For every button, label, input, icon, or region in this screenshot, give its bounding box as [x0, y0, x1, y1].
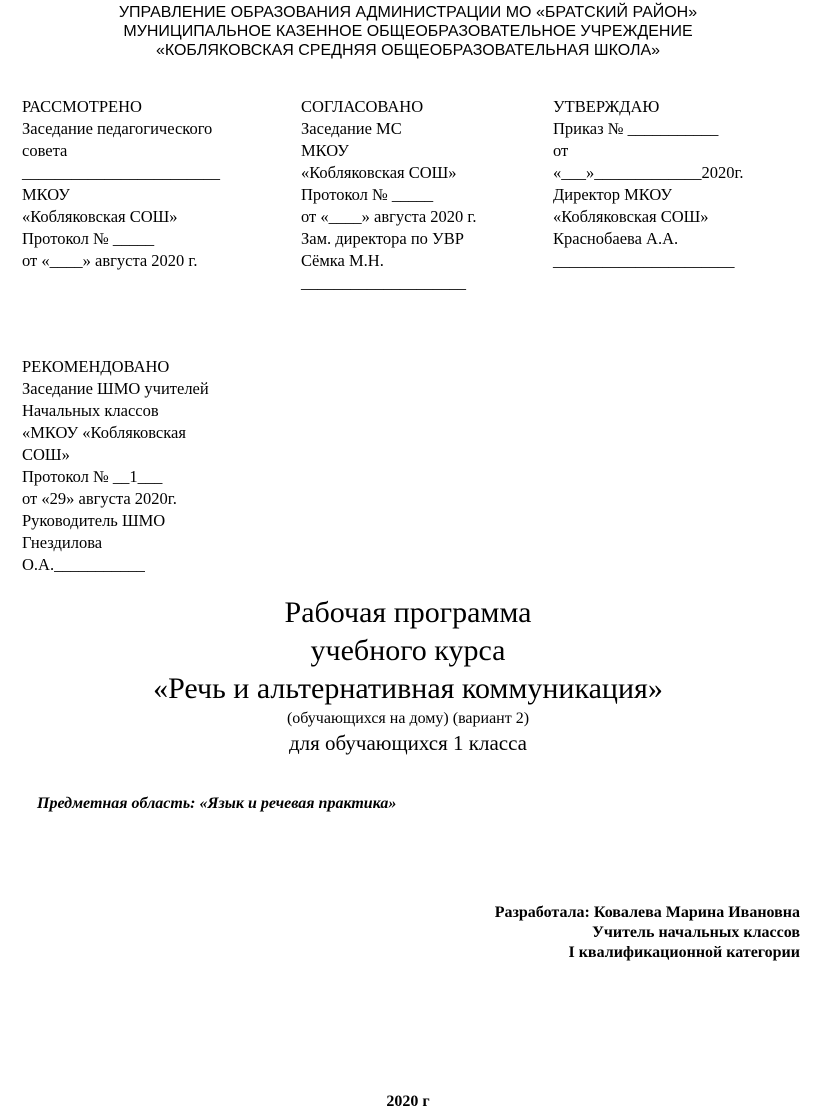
reviewed-line: ________________________ — [22, 163, 220, 182]
agreed-line: Протокол № _____ — [301, 185, 434, 204]
reviewed-line: Заседание педагогического — [22, 119, 213, 138]
agreed-line: Заседание МС — [301, 119, 402, 138]
agreed-line: МКОУ — [301, 141, 349, 160]
program-title-line-2: учебного курса — [310, 634, 506, 667]
agreed-title: СОГЛАСОВАНО — [301, 97, 424, 116]
program-title-line-1: Рабочая программа — [284, 596, 532, 629]
agreed-line: Зам. директора по УВР — [301, 229, 464, 248]
author-name: Разработала: Ковалева Марина Ивановна — [494, 904, 800, 921]
document-year: 2020 г — [386, 1093, 430, 1110]
approved-line: от — [553, 141, 569, 160]
recommended-line: Руководитель ШМО — [22, 511, 166, 530]
author-category: I квалификационной категории — [568, 944, 800, 961]
approved-line: «Кобляковская СОШ» — [553, 207, 709, 226]
recommended-line: Начальных классов — [22, 401, 159, 420]
approved-title: УТВЕРЖДАЮ — [553, 97, 660, 116]
reviewed-line: «Кобляковская СОШ» — [22, 207, 178, 226]
recommended-line: «МКОУ «Кобляковская — [22, 423, 186, 442]
reviewed-block — [22, 96, 220, 272]
reviewed-line: от «____» августа 2020 г. — [22, 251, 198, 270]
approved-line: Краснобаева А.А. — [553, 229, 679, 248]
recommended-line: Протокол № __1___ — [22, 467, 163, 486]
agreed-line: от «____» августа 2020 г. — [301, 207, 477, 226]
approved-line: Директор МКОУ — [553, 185, 673, 204]
recommended-line: Заседание ШМО учителей — [22, 379, 209, 398]
program-title — [0, 594, 816, 756]
agreed-line: Сёмка М.Н. — [301, 251, 384, 270]
header-line-3: «КОБЛЯКОВСКАЯ СРЕДНЯЯ ОБЩЕОБРАЗОВАТЕЛЬНАЯ ШКОЛА» — [155, 42, 661, 59]
approved-block — [553, 96, 744, 272]
approved-line: Приказ № ___________ — [553, 119, 719, 138]
program-variant: (обучающихся на дому) (вариант 2) — [286, 710, 530, 727]
recommended-line: Гнездилова — [22, 533, 103, 552]
reviewed-line: МКОУ — [22, 185, 70, 204]
course-name: «Речь и альтернативная коммуникация» — [153, 672, 663, 705]
reviewed-title: РАССМОТРЕНО — [22, 97, 142, 116]
program-grade: для обучающихся 1 класса — [288, 731, 528, 755]
reviewed-line: совета — [22, 141, 68, 160]
header-line-2: МУНИЦИПАЛЬНОЕ КАЗЕННОЕ ОБЩЕОБРАЗОВАТЕЛЬНОЕ УЧРЕЖДЕНИЕ — [123, 23, 693, 40]
header-line-1: УПРАВЛЕНИЕ ОБРАЗОВАНИЯ АДМИНИСТРАЦИИ МО «БРАТСКИЙ РАЙОН» — [118, 4, 698, 21]
agreed-line: ____________________ — [301, 273, 466, 292]
recommended-line: О.А.___________ — [22, 555, 145, 574]
institution-header — [0, 3, 816, 60]
recommended-line: от «29» августа 2020г. — [22, 489, 177, 508]
subject-area: Предметная область: «Язык и речевая практика» — [37, 795, 397, 812]
agreed-line: «Кобляковская СОШ» — [301, 163, 457, 182]
approved-line: ______________________ — [553, 251, 735, 270]
recommended-title: РЕКОМЕНДОВАНО — [22, 357, 170, 376]
agreed-block — [301, 96, 476, 294]
author-position: Учитель начальных классов — [592, 924, 800, 941]
approved-line: «___»_____________2020г. — [553, 163, 744, 182]
author-block — [495, 903, 800, 963]
recommended-block — [22, 356, 209, 576]
reviewed-line: Протокол № _____ — [22, 229, 155, 248]
recommended-line: СОШ» — [22, 445, 70, 464]
